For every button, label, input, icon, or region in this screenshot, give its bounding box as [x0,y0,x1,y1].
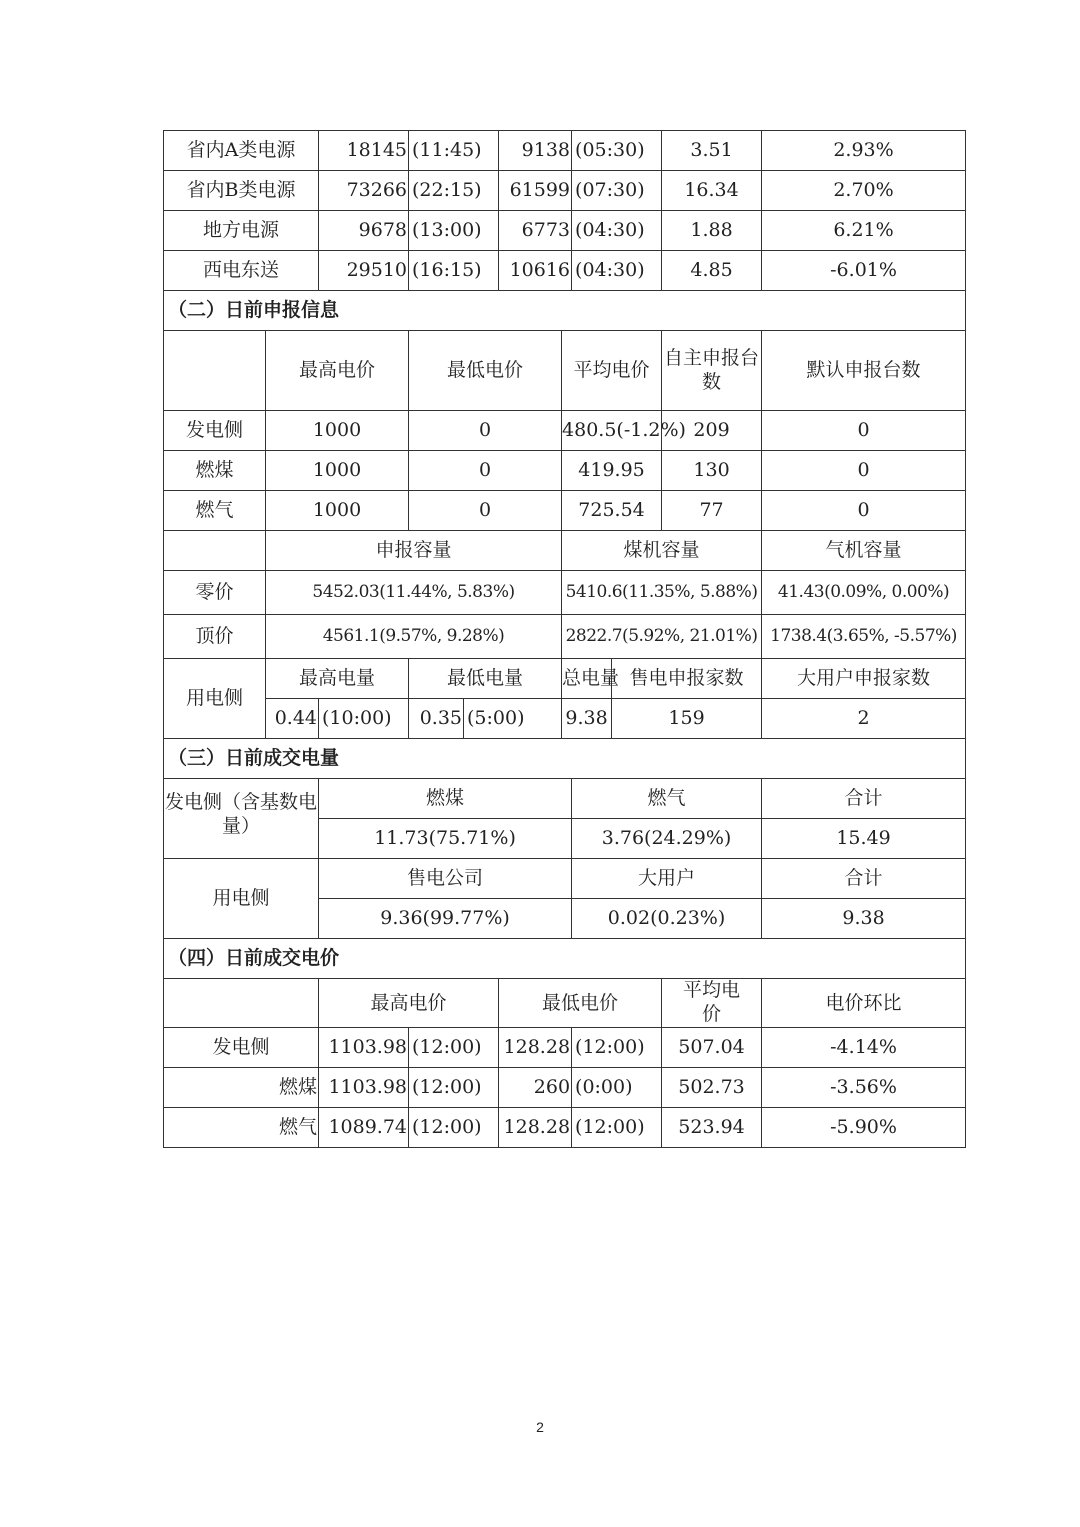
col-price-change: 电价环比 [762,979,966,1028]
col-retail-count: 售电申报家数 [612,659,762,699]
source-avg: 3.51 [662,131,762,171]
col-gas: 燃气 [572,779,762,819]
bid-min: 0 [409,491,562,531]
col-gas-capacity: 气机容量 [762,531,966,571]
demand-max-time: (10:00) [319,699,409,739]
source-max-time: (11:45) [409,131,499,171]
col-large-user: 大用户 [572,859,762,899]
capacity-declared: 4561.1(9.57%, 9.28%) [266,615,562,659]
col-total: 合计 [762,779,966,819]
dem-total: 9.38 [762,899,966,939]
gen-gas: 3.76(24.29%) [572,819,762,859]
section-title: （四）日前成交电价 [164,939,966,979]
demand-retail: 159 [612,699,762,739]
section-header [164,291,966,331]
price-min-time: (12:00) [572,1028,662,1068]
col-coal-capacity: 煤机容量 [562,531,762,571]
col-max-price: 最高电价 [319,979,499,1028]
source-max: 73266 [319,171,409,211]
price-min-time: (0:00) [572,1068,662,1108]
bid-self: 77 [662,491,762,531]
price-change: -4.14% [762,1028,966,1068]
capacity-row [164,571,966,615]
price-row [164,1068,966,1108]
demand-header-row [164,659,966,699]
bid-min: 0 [409,451,562,491]
source-row [164,131,966,171]
price-row [164,1028,966,1068]
bid-self: 130 [662,451,762,491]
bid-min: 0 [409,411,562,451]
demand-row [164,699,966,739]
col-max-price: 最高电价 [266,331,409,411]
section-header [164,939,966,979]
dem-large: 0.02(0.23%) [572,899,762,939]
price-header-row [164,979,966,1028]
source-max: 18145 [319,131,409,171]
price-name: 发电侧 [164,1028,319,1068]
dem-retail: 9.36(99.77%) [319,899,572,939]
source-avg: 4.85 [662,251,762,291]
bid-row [164,411,966,451]
price-max-time: (12:00) [409,1108,499,1148]
section-title: （三）日前成交电量 [164,739,966,779]
price-min: 260 [499,1068,572,1108]
empty-cell [164,331,266,411]
price-change: -3.56% [762,1068,966,1108]
col-large-user-count: 大用户申报家数 [762,659,966,699]
col-min-price: 最低电价 [499,979,662,1028]
bid-self: 209 [662,411,762,451]
col-retail: 售电公司 [319,859,572,899]
price-change: -5.90% [762,1108,966,1148]
price-max-time: (12:00) [409,1028,499,1068]
source-name: 省内B类电源 [164,171,319,211]
empty-cell [164,531,266,571]
demand-min: 0.35 [409,699,464,739]
col-declared-capacity: 申报容量 [266,531,562,571]
gen-coal: 11.73(75.71%) [319,819,572,859]
bid-default: 0 [762,451,966,491]
dem-energy-label: 用电侧 [164,859,319,939]
bid-default: 0 [762,411,966,451]
source-min-time: (05:30) [572,131,662,171]
col-max-energy: 最高电量 [266,659,409,699]
source-min: 6773 [499,211,572,251]
col-total-energy: 总电量 [562,659,612,699]
price-name: 燃气 [164,1108,319,1148]
section-title: （二）日前申报信息 [164,291,966,331]
source-name: 地方电源 [164,211,319,251]
gen-energy-header-row [164,779,966,819]
demand-max: 0.44 [266,699,319,739]
capacity-gas: 41.43(0.09%, 0.00%) [762,571,966,615]
demand-total: 9.38 [562,699,612,739]
source-min-time: (04:30) [572,251,662,291]
price-max-time: (12:00) [409,1068,499,1108]
source-max-time: (13:00) [409,211,499,251]
price-avg: 523.94 [662,1108,762,1148]
source-max-time: (16:15) [409,251,499,291]
capacity-row [164,615,966,659]
col-self-count: 自主申报台数 [662,331,762,411]
col-min-price: 最低电价 [409,331,562,411]
source-row [164,211,966,251]
bid-header-row [164,331,966,411]
dem-energy-header-row [164,859,966,899]
source-max: 29510 [319,251,409,291]
price-min: 128.28 [499,1028,572,1068]
source-min-time: (04:30) [572,211,662,251]
source-change: 2.70% [762,171,966,211]
bid-name: 燃煤 [164,451,266,491]
price-max: 1089.74 [319,1108,409,1148]
demand-label: 用电侧 [164,659,266,739]
col-avg-price: 平均电价 [662,979,762,1028]
capacity-header-row [164,531,966,571]
empty-cell [164,979,319,1028]
gen-total: 15.49 [762,819,966,859]
source-min-time: (07:30) [572,171,662,211]
bid-name: 燃气 [164,491,266,531]
col-coal: 燃煤 [319,779,572,819]
market-report-table [163,130,966,1148]
source-max: 9678 [319,211,409,251]
source-change: 6.21% [762,211,966,251]
capacity-declared: 5452.03(11.44%, 5.83%) [266,571,562,615]
price-max: 1103.98 [319,1068,409,1108]
bid-avg: 480.5(-1.2%) [562,411,662,451]
col-min-energy: 最低电量 [409,659,562,699]
capacity-coal: 2822.7(5.92%, 21.01%) [562,615,762,659]
bid-row [164,451,966,491]
bid-max: 1000 [266,451,409,491]
bid-avg: 725.54 [562,491,662,531]
bid-max: 1000 [266,491,409,531]
source-change: -6.01% [762,251,966,291]
source-name: 省内A类电源 [164,131,319,171]
source-change: 2.93% [762,131,966,171]
source-row [164,171,966,211]
bid-default: 0 [762,491,966,531]
source-avg: 16.34 [662,171,762,211]
bid-name: 发电侧 [164,411,266,451]
section-header [164,739,966,779]
source-min: 9138 [499,131,572,171]
price-max: 1103.98 [319,1028,409,1068]
col-default-count: 默认申报台数 [762,331,966,411]
price-row [164,1108,966,1148]
capacity-coal: 5410.6(11.35%, 5.88%) [562,571,762,615]
capacity-gas: 1738.4(3.65%, -5.57%) [762,615,966,659]
source-min: 10616 [499,251,572,291]
price-avg: 507.04 [662,1028,762,1068]
price-avg: 502.73 [662,1068,762,1108]
price-min: 128.28 [499,1108,572,1148]
source-avg: 1.88 [662,211,762,251]
bid-max: 1000 [266,411,409,451]
source-row [164,251,966,291]
gen-energy-label: 发电侧（含基数电量） [164,779,319,859]
col-total: 合计 [762,859,966,899]
page-number: 2 [536,1419,544,1435]
price-name: 燃煤 [164,1068,319,1108]
source-min: 61599 [499,171,572,211]
demand-min-time: (5:00) [464,699,562,739]
source-max-time: (22:15) [409,171,499,211]
price-min-time: (12:00) [572,1108,662,1148]
source-name: 西电东送 [164,251,319,291]
capacity-name: 零价 [164,571,266,615]
capacity-name: 顶价 [164,615,266,659]
bid-row [164,491,966,531]
demand-large: 2 [762,699,966,739]
col-avg-price: 平均电价 [562,331,662,411]
bid-avg: 419.95 [562,451,662,491]
